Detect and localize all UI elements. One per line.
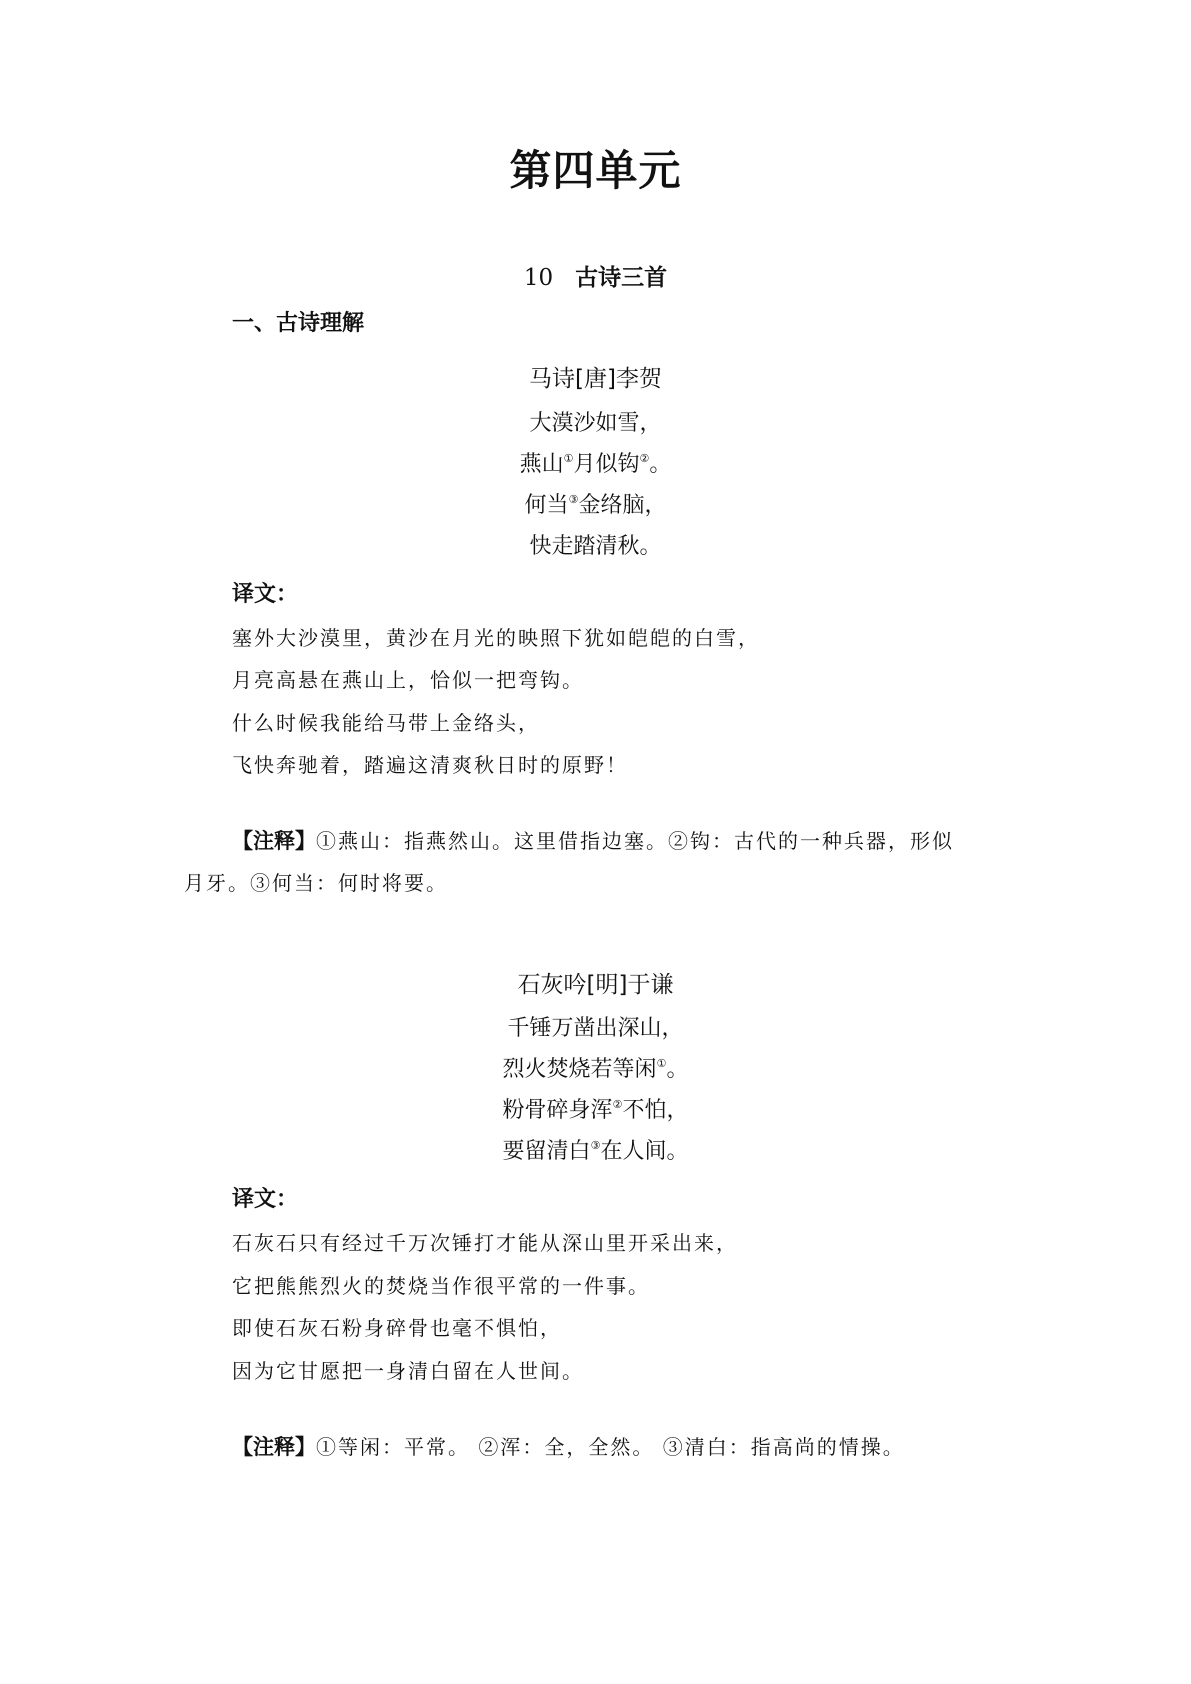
poem-line-text: 在人间。 [600,1139,689,1164]
poem-line-text: 金络脑， [578,493,667,518]
poem-line-text: 。 [666,1057,689,1082]
poem-line-text: 燕山 [519,452,564,477]
footnote-marker: ① [656,1057,667,1070]
poem-line-text: 大漠沙如雪， [529,411,662,436]
annotation-tag: 【注释】 [232,1435,316,1459]
annotation-note [232,826,954,856]
poem-line-text: 快走踏清秋。 [529,534,662,559]
annotation-note [232,1432,905,1462]
translation-label: 译文： [232,582,299,607]
poem-line [0,1055,1191,1085]
translation-line: 塞外大沙漠里，黄沙在月光的映照下犹如皑皑的白雪， [232,626,760,650]
poem-line [0,491,1191,521]
poem-line [0,409,1191,439]
translation-line: 因为它甘愿把一身清白留在人世间。 [232,1359,584,1383]
poem-line [0,1096,1191,1126]
footnote-marker: ② [639,452,650,465]
lesson-name: 古诗三首 [575,265,668,291]
poem-line [0,1137,1191,1167]
poem-line-text: 。 [649,452,672,477]
annotation-tag: 【注释】 [232,829,316,853]
poem-title: 马诗[唐]李贺 [529,366,662,392]
translation-line: 它把熊熊烈火的焚烧当作很平常的一件事。 [232,1274,650,1298]
translation-label: 译文： [232,1187,299,1212]
poem-line-text: 要留清白 [502,1139,591,1164]
translation-line: 月亮高悬在燕山上，恰似一把弯钩。 [232,668,584,692]
footnote-marker: ① [563,452,574,465]
footnote-marker: ② [612,1098,623,1111]
translation-line: 石灰石只有经过千万次锤打才能从深山里开采出来， [232,1231,738,1255]
lesson-number: 10 [523,265,554,291]
translation-line: 什么时候我能给马带上金络头， [232,711,540,735]
translation-line: 飞快奔驰着，踏遍这清爽秋日时的原野！ [232,753,628,777]
poem-line [0,1014,1191,1044]
section-heading: 一、古诗理解 [232,311,365,336]
annotation-text: ①等闲：平常。 ②浑：全，全然。 ③清白：指高尚的情操。 [316,1435,905,1459]
poem-line-text: 烈火焚烧若等闲 [502,1057,657,1082]
poem-line-text: 何当 [524,493,569,518]
annotation-note-cont: 月牙。③何当：何时将要。 [184,871,448,895]
poem-line-text: 不怕， [622,1098,689,1123]
annotation-text: ①燕山：指燕然山。这里借指边塞。②钩：古代的一种兵器，形似 [316,829,954,853]
footnote-marker: ③ [590,1139,601,1152]
unit-title: 第四单元 [509,146,682,195]
poem-line-text: 月似钩 [573,452,640,477]
footnote-marker: ③ [568,493,579,506]
poem-title: 石灰吟[明]于谦 [517,972,674,998]
poem-line [0,532,1191,562]
poem-line-text: 千锤万凿出深山， [507,1016,684,1041]
poem-line-text: 粉骨碎身浑 [502,1098,613,1123]
lesson-title [0,262,1191,294]
translation-line: 即使石灰石粉身碎骨也毫不惧怕， [232,1316,562,1340]
poem-line [0,450,1191,480]
